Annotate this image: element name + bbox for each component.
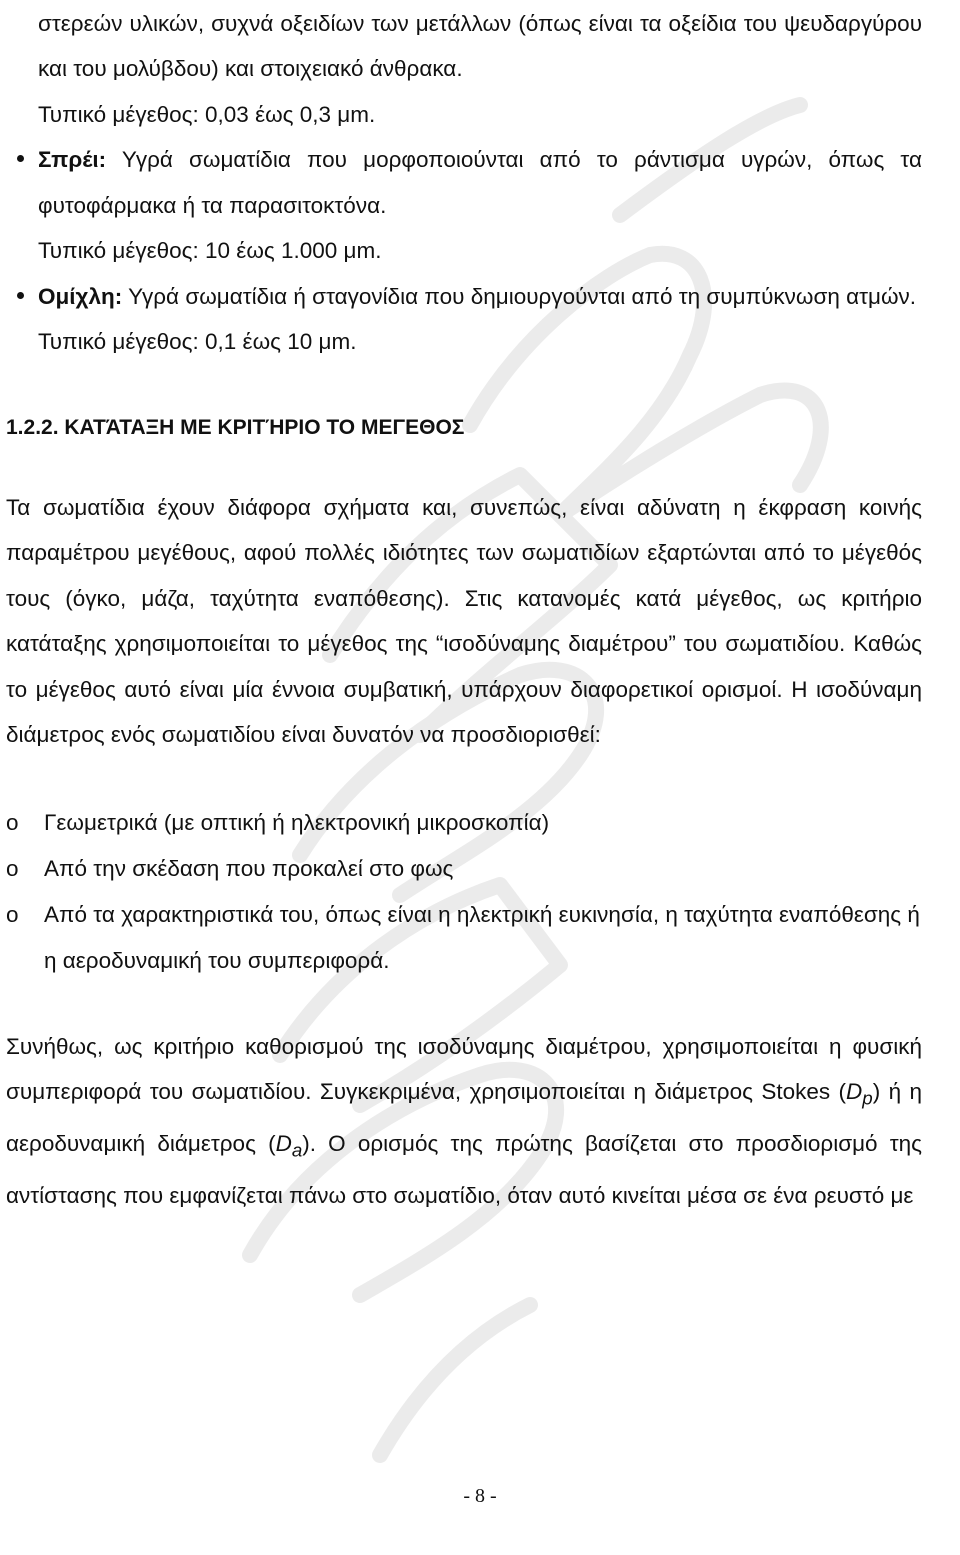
para2-part-c: ). Ο ορισμός της πρώτης βασίζεται στο προσδιορισμό της αντίστασης που εμφανίζεται πάνω στο σωματίδιο, όταν αυτό κινείται μέσα σε ένα ρευστό με: [6, 1131, 922, 1208]
size-aithali: Τυπικό μέγεθος: 0,03 έως 0,3 μm.: [38, 101, 376, 127]
text-aithali: στερεών υλικών, συχνά οξειδίων των μετάλλων (όπως είναι τα οξείδια του ψευδαργύρου και του μολύβδου) και στοιχειακό άνθρακα.: [38, 10, 922, 81]
term-omixli: Ομίχλη:: [38, 283, 123, 309]
dp-base: D: [846, 1079, 863, 1104]
text-omixli: Υγρά σωματίδια ή σταγονίδια που δημιουργούνται από τη συμπύκνωση ατμών.: [122, 283, 917, 309]
size-sprei: Τυπικό μέγεθος: 10 έως 1.000 μm.: [38, 238, 382, 263]
paragraph-1: Τα σωματίδια έχουν διάφορα σχήματα και, συνεπώς, είναι αδύνατη η έκφραση κοινής παραμέτρου μεγέθους, αφού πολλές ιδιότητες των σωματιδίων εξαρτώνται από το μέγεθός τους (όγκο, μάζα, ταχύτητα εναπόθεσης). Στις κατανομές κατά μέγεθος, ως κριτήριο κατάταξης χρησιμοποιείται το μέγεθος της “ισοδύναμης διαμέτρου” του σωματιδίου. Καθώς το μέγεθος αυτό είναι μία έννοια συμβατική, υπάρχουν διαφορετικοί ορισμοί. Η ισοδύναμη διάμετρος ενός σωματιδίου είναι δυνατόν να προσδιορισθεί:: [6, 494, 922, 747]
method-list: [6, 800, 922, 984]
bullet-omixli: [6, 274, 922, 320]
list-item-text: Από τα χαρακτηριστικά του, όπως είναι η ηλεκτρική ευκινησία, η ταχύτητα εναπόθεσης ή η αεροδυναμική του συμπεριφορά.: [44, 901, 920, 973]
list-marker: o: [6, 901, 19, 927]
page-number: - 8 -: [463, 1485, 497, 1507]
list-item: [6, 892, 922, 984]
list-item-text: Γεωμετρικά (με οπτική ή ηλεκτρονική μικροσκοπία): [44, 809, 550, 835]
list-item-text: Από την σκέδαση που προκαλεί στο φως: [44, 855, 454, 881]
list-item: [6, 800, 922, 846]
da-sub: a: [291, 1139, 303, 1161]
bullet-aithali: [6, 0, 922, 92]
dp-sub: p: [862, 1087, 873, 1109]
size-omixli: Τυπικό μέγεθος: 0,1 έως 10 μm.: [38, 329, 357, 354]
list-item: [6, 846, 922, 892]
symbol-da: [275, 1131, 303, 1161]
list-marker: o: [6, 809, 19, 835]
section-heading: 1.2.2. ΚΑΤΆΤΑΞΗ ΜΕ ΚΡΙΤΉΡΙΟ ΤΟ ΜΕΓΕΘΟΣ: [6, 415, 465, 439]
list-marker: o: [6, 855, 19, 881]
paragraph-2: [6, 1024, 922, 1219]
bullet-sprei: [6, 137, 922, 228]
term-sprei: Σπρέι:: [38, 147, 107, 172]
para2-part-b: ) ή η αεροδυναμική διάμετρος (: [6, 1079, 922, 1156]
document-content: [6, 0, 922, 1219]
symbol-dp: [846, 1079, 873, 1109]
para2-part-a: Συνήθως, ως κριτήριο καθορισμού της ισοδύναμης διαμέτρου, χρησιμοποιείται η φυσική συμπεριφορά του σωματιδίου. Συγκεκριμένα, χρησιμοποιείται η διάμετρος Stokes (: [6, 1033, 922, 1104]
da-base: D: [275, 1131, 292, 1156]
text-sprei: Υγρά σωματίδια που μορφοποιούνται από το ράντισμα υγρών, όπως τα φυτοφάρμακα ή τα παρασιτοκτόνα.: [38, 147, 922, 218]
